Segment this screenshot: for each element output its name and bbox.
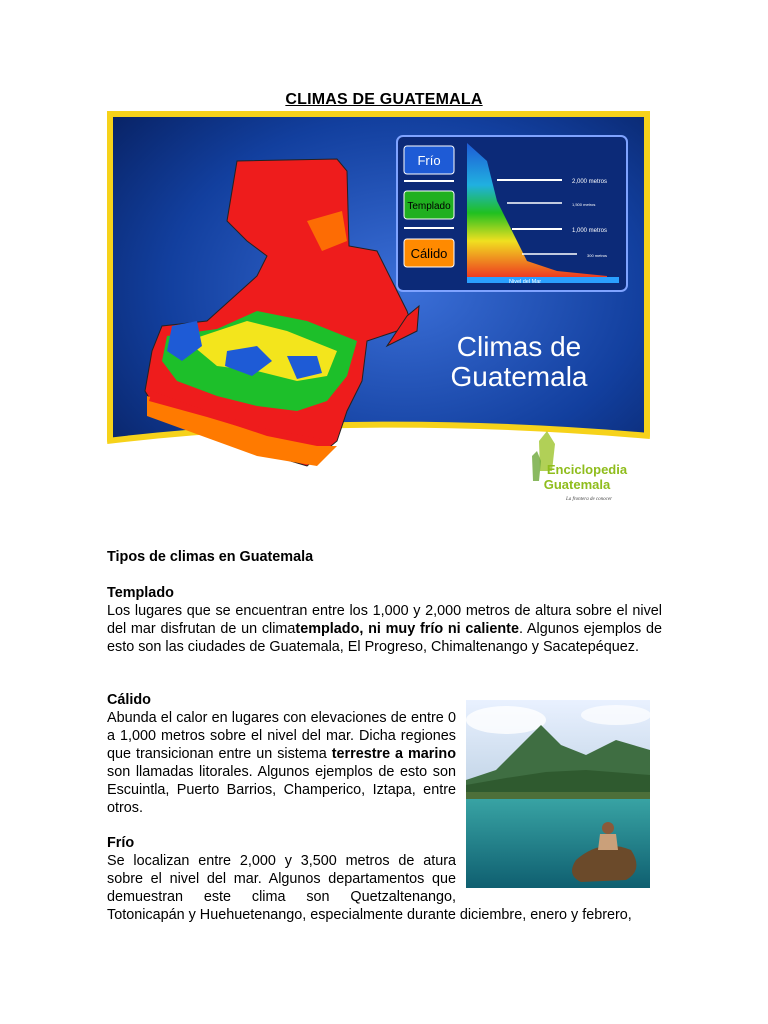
legend-templado-label: Templado: [407, 201, 451, 212]
frio-paragraph-narrow: Se localizan entre 2,000 y 3,500 metros de atura sobre el nivel del mar. Algunos departamentos que demuestran este clima son Quetzaltenango,: [107, 853, 456, 905]
logo-tagline: La frontera de conocer: [565, 497, 613, 502]
legend-mark-2000: 2,000 metros: [572, 179, 608, 185]
legend-sea-level: Nivel del Mar: [509, 279, 542, 285]
frio-paragraph-wide: Totonicapán y Huehuetenango, especialmente durante diciembre, enero y febrero,: [107, 907, 632, 923]
frio-heading: Frío: [107, 835, 135, 851]
hero-title-line2: Guatemala: [450, 361, 588, 392]
section-title: Tipos de climas en Guatemala: [107, 549, 314, 565]
calido-heading: Cálido: [107, 692, 151, 708]
logo-line2: Guatemala: [543, 477, 611, 492]
document-title: CLIMAS DE GUATEMALA: [285, 91, 483, 108]
legend-frio-label: Frío: [417, 153, 441, 168]
templado-heading: Templado: [107, 585, 174, 601]
templado-paragraph: Los lugares que se encuentran entre los 1,000 y 2,000 metros de altura sobre el nivel del mar disfrutan de un climatemplado, ni muy frío ni caliente. Algunos ejemplos de esto son las ciudades de Guatemala, El Progreso, Chimaltenango y Sacatepéquez.: [107, 603, 662, 655]
logo-line1: Enciclopedia: [546, 462, 628, 477]
legend-calido-label: Cálido: [410, 246, 448, 261]
climate-map-image: [107, 111, 650, 506]
calido-paragraph: Abunda el calor en lugares con elevaciones de entre 0 a 1,000 metros sobre el nivel del mar. Dicha regiones que transicionan entre un sistema terrestre a marino son llamadas litorales. Algunos ejemplos de esto son Escuintla, Puerto Barrios, Champerico, Iztapa, entre otros.: [107, 710, 456, 816]
legend-mark-300: 300 metros: [587, 253, 608, 258]
hero-title-line1: Climas de: [456, 331, 582, 362]
lake-photo: [466, 700, 650, 888]
legend-mark-1000: 1,000 metros: [572, 228, 608, 234]
legend-mark-1500: 1,500 metros: [572, 202, 596, 207]
